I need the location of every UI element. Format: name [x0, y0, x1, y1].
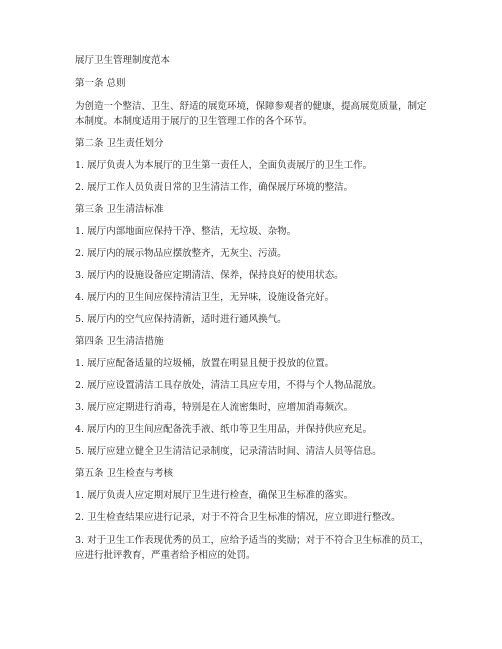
list-item: 2. 展厅工作人员负责日常的卫生清洁工作，确保展厅环境的整洁。: [75, 182, 354, 193]
list-item: 4. 展厅内的卫生间应保持清洁卫生，无异味，设施设备完好。: [75, 292, 335, 303]
section-heading-3: 第三条 卫生清洁标准: [75, 204, 164, 215]
list-item: 3. 展厅内的设施设备应定期清洁、保养，保持良好的使用状态。: [75, 270, 344, 281]
list-item: 2. 卫生检查结果应进行记录，对于不符合卫生标准的情况，应立即进行整改。: [75, 512, 401, 523]
list-item: 5. 展厅应建立健全卫生清洁记录制度，记录清洁时间、清洁人员等信息。: [75, 446, 382, 457]
list-item: 3. 展厅应定期进行消毒，特别是在人流密集时，应增加消毒频次。: [75, 402, 354, 413]
document-page: [75, 54, 435, 571]
list-item: 1. 展厅应配备适量的垃圾桶，放置在明显且便于投放的位置。: [75, 358, 335, 369]
list-item: 1. 展厅负责人为本展厅的卫生第一责任人，全面负责展厅的卫生工作。: [75, 160, 373, 171]
section-heading-5: 第五条 卫生检查与考核: [75, 468, 174, 479]
section-heading-4: 第四条 卫生清洁措施: [75, 336, 164, 347]
list-item: 5. 展厅内的空气应保持清新，适时进行通风换气。: [75, 314, 287, 325]
list-item: 2. 展厅应设置清洁工具存放处，清洁工具应专用，不得与个人物品混放。: [75, 380, 382, 391]
list-item: 1. 展厅内部地面应保持干净、整洁，无垃圾、杂物。: [75, 226, 297, 237]
list-item: 1. 展厅负责人应定期对展厅卫生进行检查，确保卫生标准的落实。: [75, 490, 354, 501]
list-item: 4. 展厅内的卫生间应配备洗手液、纸巾等卫生用品，并保持供应充足。: [75, 424, 373, 435]
section-heading-2: 第二条 卫生责任划分: [75, 138, 164, 149]
section-paragraph-1: 为创造一个整洁、卫生、舒适的展览环境，保障参观者的健康，提高展览质量，制定本制度。本制度适用于展厅的卫生管理工作的各个环节。: [75, 101, 427, 127]
list-item: 2. 展厅内的展示物品应摆放整齐，无灰尘、污渍。: [75, 248, 287, 259]
section-heading-1: 第一条 总则: [75, 78, 126, 89]
document-title: 展厅卫生管理制度范本: [75, 55, 171, 66]
list-item: 3. 对于卫生工作表现优秀的员工，应给予适当的奖励；对于不符合卫生标准的员工，应进行批评教育，严重者给予相应的处罚。: [75, 535, 430, 561]
